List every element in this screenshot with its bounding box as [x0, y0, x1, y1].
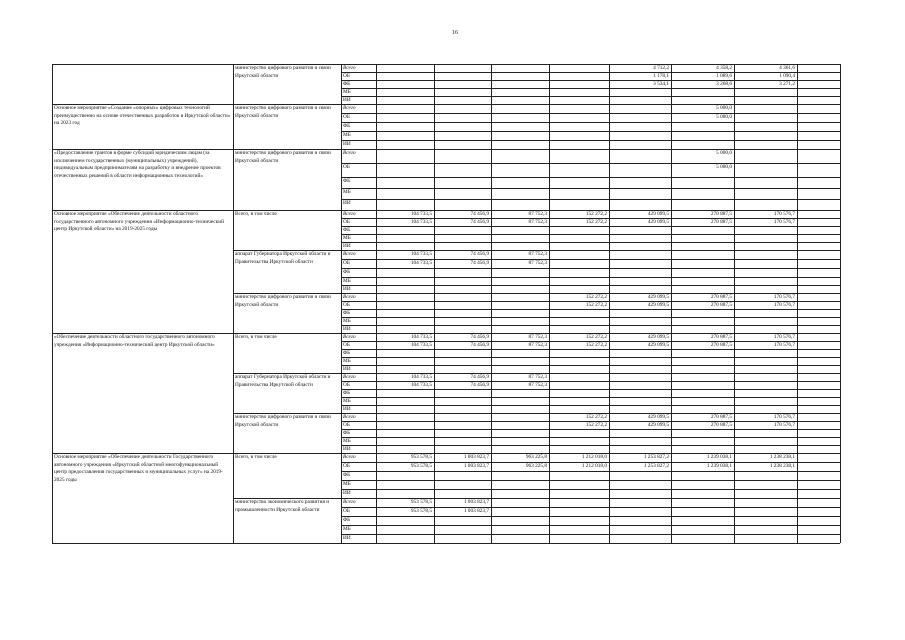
source-cell: ИИ [343, 490, 351, 496]
source-cell: МБ [343, 89, 351, 95]
executor-cell: аппарат Губернатора Иркутской области и Правительства Иркутской области [235, 374, 331, 388]
row-line [341, 163, 840, 164]
block-line [52, 543, 840, 544]
value-cell: 953 578,5 [410, 508, 432, 514]
source-cell: МБ [343, 235, 351, 241]
value-cell: 87 752,3 [528, 219, 547, 225]
value-cell: 953 578,5 [410, 463, 432, 469]
value-cell: 1 178,1 [653, 73, 669, 79]
value-cell: 170 576,7 [773, 302, 795, 308]
row-line [341, 131, 840, 132]
value-cell: 170 576,7 [773, 219, 795, 225]
source-cell: ФБ [343, 123, 351, 129]
source-cell: ФБ [343, 81, 351, 87]
source-cell: ИИ [343, 535, 351, 541]
value-cell: 953 578,5 [410, 499, 432, 505]
row-line [341, 268, 840, 269]
page-number: 16 [452, 30, 458, 36]
activity-name-cell: Основное мероприятие «Обеспечение деятельности Государственного автономного учреждения «Иркутский областной многофункциональный центр предоставления государственных и муниципальных услуг» на 2019-2025 годы [54, 454, 223, 483]
value-cell: 104 733,5 [410, 251, 432, 257]
col-line [840, 64, 841, 543]
source-cell: ИИ [343, 446, 351, 452]
row-line [341, 349, 840, 350]
value-cell: 104 733,5 [410, 374, 432, 380]
source-cell: Всего [343, 374, 356, 380]
value-cell: 87 752,3 [528, 374, 547, 380]
value-cell: 87 752,3 [528, 342, 547, 348]
value-cell: 152 272,2 [585, 334, 607, 340]
activity-name-cell: Основное мероприятие «Обеспечение деятельности областного государственного автономного учреждения «Информационно-технический центр Иркутской области» на 2019-2025 годы [54, 211, 224, 232]
value-cell: 1 239 038,1 [706, 463, 732, 469]
value-cell: 963 225,8 [525, 463, 547, 469]
row-line [341, 96, 840, 97]
value-cell: 87 752,3 [528, 260, 547, 266]
value-cell: 104 733,5 [410, 219, 432, 225]
row-line [341, 309, 840, 310]
value-cell: 104 733,5 [410, 211, 432, 217]
row-line [341, 480, 840, 481]
value-cell: 4 361,6 [779, 65, 795, 71]
row-line [341, 285, 840, 286]
value-cell: 1 238 238,1 [769, 454, 795, 460]
value-cell: 104 733,5 [410, 342, 432, 348]
source-cell: ОБ [343, 463, 350, 469]
source-cell: МБ [343, 526, 351, 532]
value-cell: 152 272,2 [585, 414, 607, 420]
source-cell: ИИ [343, 366, 351, 372]
row-line [341, 357, 840, 358]
value-cell: 4 712,2 [653, 65, 669, 71]
row-line [341, 534, 840, 535]
activity-name-cell: «Предоставление грантов в форме субсидий юридическим лицам (за исключением государственных (муниципальных) учреждений), индивидуальным предпринимателям на разработку и внедрение проектов отечественных решений в области информационных технологий» [54, 150, 221, 179]
col-line [341, 64, 342, 543]
value-cell: 1 212 018,0 [581, 463, 607, 469]
row-line [341, 525, 840, 526]
source-cell: Всего [343, 251, 356, 257]
source-cell: ФБ [343, 310, 351, 316]
executor-cell: министерство цифрового развития и связи Иркутской области [235, 414, 331, 428]
value-cell: 170 576,7 [773, 294, 795, 300]
value-cell: 170 576,7 [773, 342, 795, 348]
value-cell: 74 456,9 [470, 211, 489, 217]
value-cell: 270 887,5 [710, 302, 732, 308]
value-cell: 74 456,9 [470, 334, 489, 340]
value-cell: 3 534,1 [653, 81, 669, 87]
row-line [341, 325, 840, 326]
source-cell: ОБ [343, 382, 350, 388]
source-cell: ИИ [343, 243, 351, 249]
executor-cell: министерство цифрового развития и связи Иркутской области [235, 294, 331, 308]
row-line [341, 234, 840, 235]
value-cell: 152 272,2 [585, 294, 607, 300]
value-cell: 152 272,2 [585, 219, 607, 225]
source-cell: ОБ [343, 73, 350, 79]
value-cell: 74 456,9 [470, 260, 489, 266]
value-cell: 1 089,6 [716, 73, 732, 79]
value-cell: 953 578,5 [410, 454, 432, 460]
row-line [341, 389, 840, 390]
value-cell: 152 272,2 [585, 422, 607, 428]
source-cell: Всего [343, 65, 356, 71]
source-cell: ИИ [343, 326, 351, 332]
executor-cell: министерство цифрового развития и связи Иркутской области [235, 150, 331, 164]
source-cell: ОБ [343, 422, 350, 428]
value-cell: 4 358,2 [716, 65, 732, 71]
col-line [233, 64, 234, 543]
value-cell: 5 000,0 [716, 164, 732, 170]
row-line [341, 177, 840, 178]
value-cell: 5 000,0 [716, 105, 732, 111]
source-cell: ОБ [343, 260, 350, 266]
source-cell: ФБ [343, 178, 351, 184]
value-cell: 87 752,3 [528, 211, 547, 217]
value-cell: 429 099,5 [647, 414, 669, 420]
value-cell: 270 887,5 [710, 342, 732, 348]
value-cell: 5 000,0 [716, 150, 732, 156]
col-line [609, 64, 610, 543]
value-cell: 74 456,9 [470, 374, 489, 380]
value-cell: 87 752,3 [528, 334, 547, 340]
value-cell: 429 099,5 [647, 302, 669, 308]
executor-cell: министерство экономического развития и промышленности Иркутской области [235, 499, 330, 513]
value-cell: 170 576,7 [773, 211, 795, 217]
value-cell: 270 887,5 [710, 334, 732, 340]
col-line [376, 64, 377, 543]
row-line [341, 277, 840, 278]
source-cell: Всего [343, 150, 356, 156]
row-line [341, 199, 840, 200]
source-cell: МБ [343, 132, 351, 138]
row-line [341, 445, 840, 446]
row-line [341, 226, 840, 227]
row-line [341, 405, 840, 406]
source-cell: Всего [343, 454, 356, 460]
source-cell: Всего [343, 211, 356, 217]
activity-name-cell: «Обеспечение деятельности областного государственного автономного учреждения «Информационно-технический центр Иркутской области» [54, 334, 215, 348]
row-line [341, 397, 840, 398]
col-line [734, 64, 735, 543]
source-cell: ИИ [343, 406, 351, 412]
source-cell: МБ [343, 358, 351, 364]
value-cell: 104 733,5 [410, 260, 432, 266]
source-cell: МБ [343, 398, 351, 404]
value-cell: 3 271,2 [779, 81, 795, 87]
value-cell: 1 239 038,1 [706, 454, 732, 460]
row-line [341, 516, 840, 517]
source-cell: Всего [343, 499, 356, 505]
activity-name-cell: Основное мероприятие «Создание «опорных» цифровых технологий преимущественно на основе отечественных разработок в Иркутской области» на 2023 год [54, 105, 231, 126]
row-line [341, 437, 840, 438]
executor-cell: Всего, в том числе [235, 454, 277, 460]
value-cell: 74 456,9 [470, 251, 489, 257]
value-cell: 170 576,7 [773, 334, 795, 340]
value-cell: 170 576,7 [773, 422, 795, 428]
source-cell: МБ [343, 278, 351, 284]
source-cell: Всего [343, 105, 356, 111]
table-left-line [52, 64, 53, 543]
source-cell: ОБ [343, 114, 350, 120]
source-cell: ФБ [343, 227, 351, 233]
value-cell: 1 003 823,7 [463, 463, 489, 469]
value-cell: 429 099,5 [647, 422, 669, 428]
row-line [341, 489, 840, 490]
value-cell: 1 253 827,2 [643, 454, 669, 460]
source-cell: ФБ [343, 472, 351, 478]
value-cell: 429 099,5 [647, 342, 669, 348]
value-cell: 429 099,5 [647, 219, 669, 225]
executor-cell: аппарат Губернатора Иркутской области и Правительства Иркутской области [235, 251, 331, 265]
value-cell: 170 576,7 [773, 414, 795, 420]
executor-cell: Всего, в том числе [235, 211, 277, 217]
row-line [341, 113, 840, 114]
value-cell: 87 752,3 [528, 251, 547, 257]
value-cell: 1 238 238,1 [769, 463, 795, 469]
value-cell: 270 887,5 [710, 211, 732, 217]
value-cell: 429 099,5 [647, 294, 669, 300]
value-cell: 270 887,5 [710, 294, 732, 300]
value-cell: 3 268,6 [716, 81, 732, 87]
col-line [491, 64, 492, 543]
value-cell: 104 733,5 [410, 334, 432, 340]
source-cell: ИИ [343, 141, 351, 147]
value-cell: 1 003 823,7 [463, 454, 489, 460]
col-line [797, 64, 798, 543]
value-cell: 429 099,5 [647, 334, 669, 340]
source-cell: МБ [343, 438, 351, 444]
value-cell: 104 733,5 [410, 382, 432, 388]
source-cell: Всего [343, 294, 356, 300]
value-cell: 270 887,5 [710, 219, 732, 225]
source-cell: ОБ [343, 508, 350, 514]
row-line [341, 140, 840, 141]
source-cell: ОБ [343, 219, 350, 225]
source-cell: ИИ [343, 286, 351, 292]
value-cell: 74 456,9 [470, 342, 489, 348]
source-cell: ФБ [343, 350, 351, 356]
row-line [341, 365, 840, 366]
executor-cell: министерство цифрового развития и связи Иркутской области [235, 105, 331, 119]
value-cell: 429 099,5 [647, 211, 669, 217]
row-line [341, 88, 840, 89]
row-line [341, 471, 840, 472]
value-cell: 74 456,9 [470, 382, 489, 388]
source-cell: ОБ [343, 302, 350, 308]
col-line [434, 64, 435, 543]
source-cell: ФБ [343, 517, 351, 523]
value-cell: 1 212 018,0 [581, 454, 607, 460]
row-line [341, 122, 840, 123]
source-cell: Всего [343, 334, 356, 340]
value-cell: 152 272,2 [585, 211, 607, 217]
source-cell: ИИ [343, 200, 351, 206]
row-line [341, 242, 840, 243]
source-cell: ОБ [343, 342, 350, 348]
executor-cell: министерство цифрового развития и связи Иркутской области [235, 65, 331, 79]
source-cell: МБ [343, 318, 351, 324]
value-cell: 270 887,5 [710, 422, 732, 428]
executor-cell: Всего, в том числе [235, 334, 277, 340]
value-cell: 5 000,0 [716, 114, 732, 120]
value-cell: 152 272,2 [585, 342, 607, 348]
value-cell: 1 003 823,7 [463, 508, 489, 514]
row-line [341, 429, 840, 430]
source-cell: Всего [343, 414, 356, 420]
value-cell: 1 253 827,2 [643, 463, 669, 469]
col-line [549, 64, 550, 543]
row-line [341, 317, 840, 318]
source-cell: ИИ [343, 97, 351, 103]
value-cell: 963 225,8 [525, 454, 547, 460]
source-cell: МБ [343, 189, 351, 195]
source-cell: МБ [343, 481, 351, 487]
source-cell: ФБ [343, 269, 351, 275]
value-cell: 87 752,3 [528, 382, 547, 388]
value-cell: 1 090,4 [779, 73, 795, 79]
row-line [341, 188, 840, 189]
value-cell: 152 272,2 [585, 302, 607, 308]
value-cell: 1 003 823,7 [463, 499, 489, 505]
col-line [671, 64, 672, 543]
source-cell: ФБ [343, 430, 351, 436]
source-cell: ОБ [343, 164, 350, 170]
value-cell: 74 456,9 [470, 219, 489, 225]
source-cell: ФБ [343, 390, 351, 396]
value-cell: 270 887,5 [710, 414, 732, 420]
